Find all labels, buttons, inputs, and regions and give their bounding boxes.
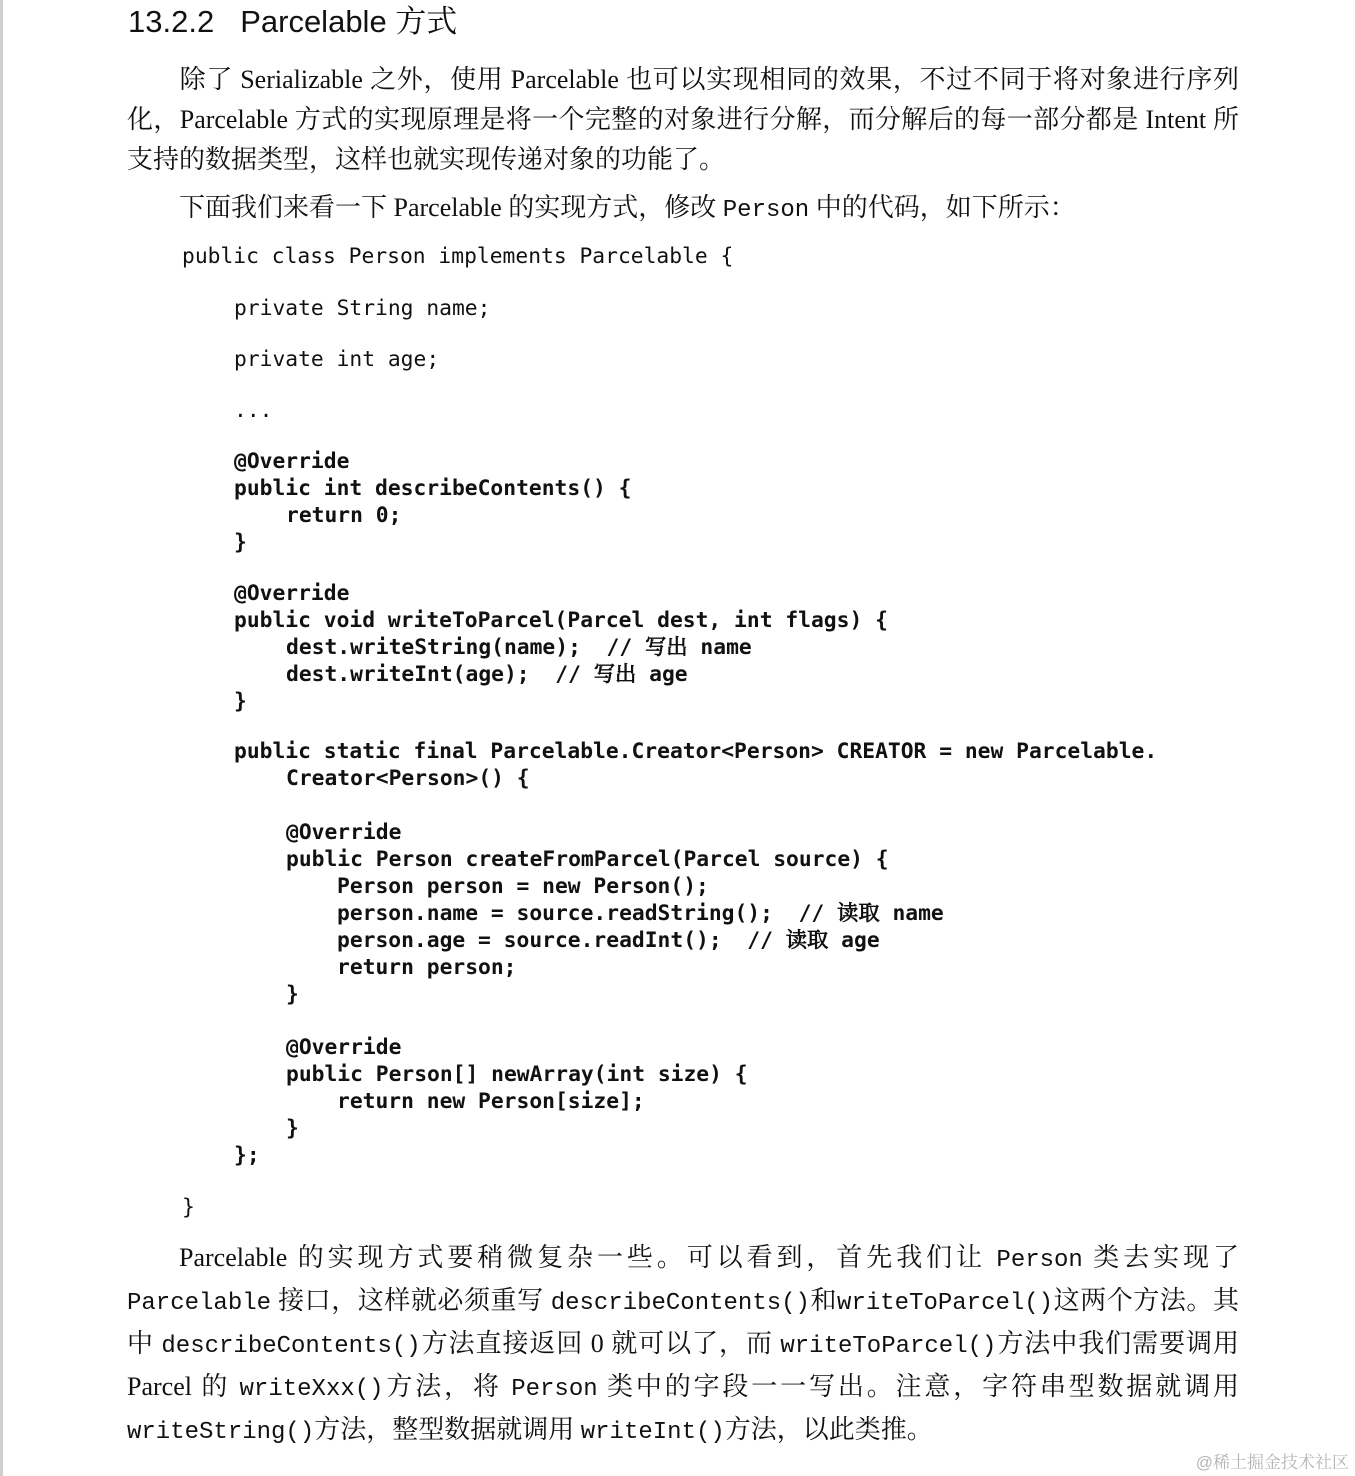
lead-in-text: 下面我们来看一下 Parcelable 的实现方式，修改 [179, 193, 723, 222]
explanation-text: 方法，整型数据就调用 [314, 1415, 581, 1444]
inline-code: writeToParcel() [837, 1290, 1054, 1317]
code-line: @Override [234, 581, 350, 606]
inline-code: writeInt() [580, 1419, 725, 1446]
code-line: public Person[] newArray(int size) { [286, 1062, 748, 1087]
code-line: return new Person[size]; [337, 1089, 645, 1114]
explanation-text: Parcelable 的实现方式要稍微复杂一些。可以看到，首先我们让 [179, 1243, 997, 1272]
explanation-text: 方法，将 [383, 1372, 512, 1401]
inline-code: Person [996, 1247, 1083, 1274]
code-line: return 0; [286, 503, 402, 528]
inline-code: describeContents() [161, 1333, 421, 1360]
code-line: person.name = source.readString(); // 读取 name [337, 901, 944, 926]
lead-in-text-end: 中的代码，如下所示： [809, 193, 1076, 222]
inline-code: writeToParcel() [780, 1333, 997, 1360]
explanation-text: 这两个方法。其中 [127, 1286, 1239, 1358]
code-line: public Person createFromParcel(Parcel source) { [286, 847, 889, 872]
intro-paragraph [127, 60, 1239, 180]
code-line: public static final Parcelable.Creator<Person> CREATOR = new Parcelable. [234, 739, 1158, 764]
code-line: return person; [337, 955, 517, 980]
code-line: public class Person implements Parcelable { [182, 244, 734, 269]
inline-code: writeXxx() [239, 1376, 384, 1403]
code-line: } [234, 530, 247, 555]
lead-in-paragraph [127, 188, 1239, 231]
intro-text: 除了 Serializable 之外，使用 Parcelable 也可以实现相同的效果，不过不同于将对象进行序列化，Parcelable 方式的实现原理是将一个完整的对象进行分解，而分解后的每一部分都是 Intent 所支持的数据类型，这样也就实现传递对象的功能了。 [127, 65, 1239, 174]
code-line: @Override [234, 449, 350, 474]
explanation-text: 方法直接返回 0 就可以了，而 [420, 1329, 781, 1358]
code-line: ... [234, 398, 273, 423]
code-line: dest.writeInt(age); // 写出 age [286, 662, 688, 687]
explanation-paragraph [127, 1238, 1239, 1453]
explanation-text: 和 [809, 1286, 838, 1315]
explanation-text: 接口，这样就必须重写 [271, 1286, 551, 1315]
page-left-edge [0, 0, 3, 1476]
code-line: Person person = new Person(); [337, 874, 709, 899]
inline-code: Parcelable [127, 1290, 272, 1317]
code-line: } [234, 689, 247, 714]
section-number: 13.2.2 [128, 4, 215, 39]
code-line: private int age; [234, 347, 440, 372]
section-title: Parcelable 方式 [240, 4, 458, 39]
code-line: } [286, 982, 299, 1007]
explanation-text: 类去实现了 [1082, 1243, 1239, 1272]
code-line: private String name; [234, 296, 491, 321]
code-line: public int describeContents() { [234, 476, 632, 501]
explanation-text: 方法中我们需要调用 Parcel 的 [127, 1329, 1239, 1401]
code-line: dest.writeString(name); // 写出 name [286, 635, 752, 660]
section-heading [128, 0, 457, 41]
code-line: person.age = source.readInt(); // 读取 age [337, 928, 880, 953]
explanation-text: 方法，以此类推。 [724, 1415, 933, 1444]
lead-in-class-name: Person [722, 197, 810, 224]
code-line: @Override [286, 820, 402, 845]
watermark: @稀土掘金技术社区 [1195, 1453, 1349, 1472]
code-line: } [286, 1116, 299, 1141]
code-line: } [182, 1195, 195, 1220]
inline-code: Person [511, 1376, 598, 1403]
inline-code: writeString() [127, 1419, 315, 1446]
code-line: Creator<Person>() { [286, 766, 530, 791]
code-line: public void writeToParcel(Parcel dest, int flags) { [234, 608, 888, 633]
inline-code: describeContents() [550, 1290, 810, 1317]
code-line: }; [234, 1143, 260, 1168]
code-line: @Override [286, 1035, 402, 1060]
explanation-text: 类中的字段一一写出。注意，字符串型数据就调用 [597, 1372, 1239, 1401]
